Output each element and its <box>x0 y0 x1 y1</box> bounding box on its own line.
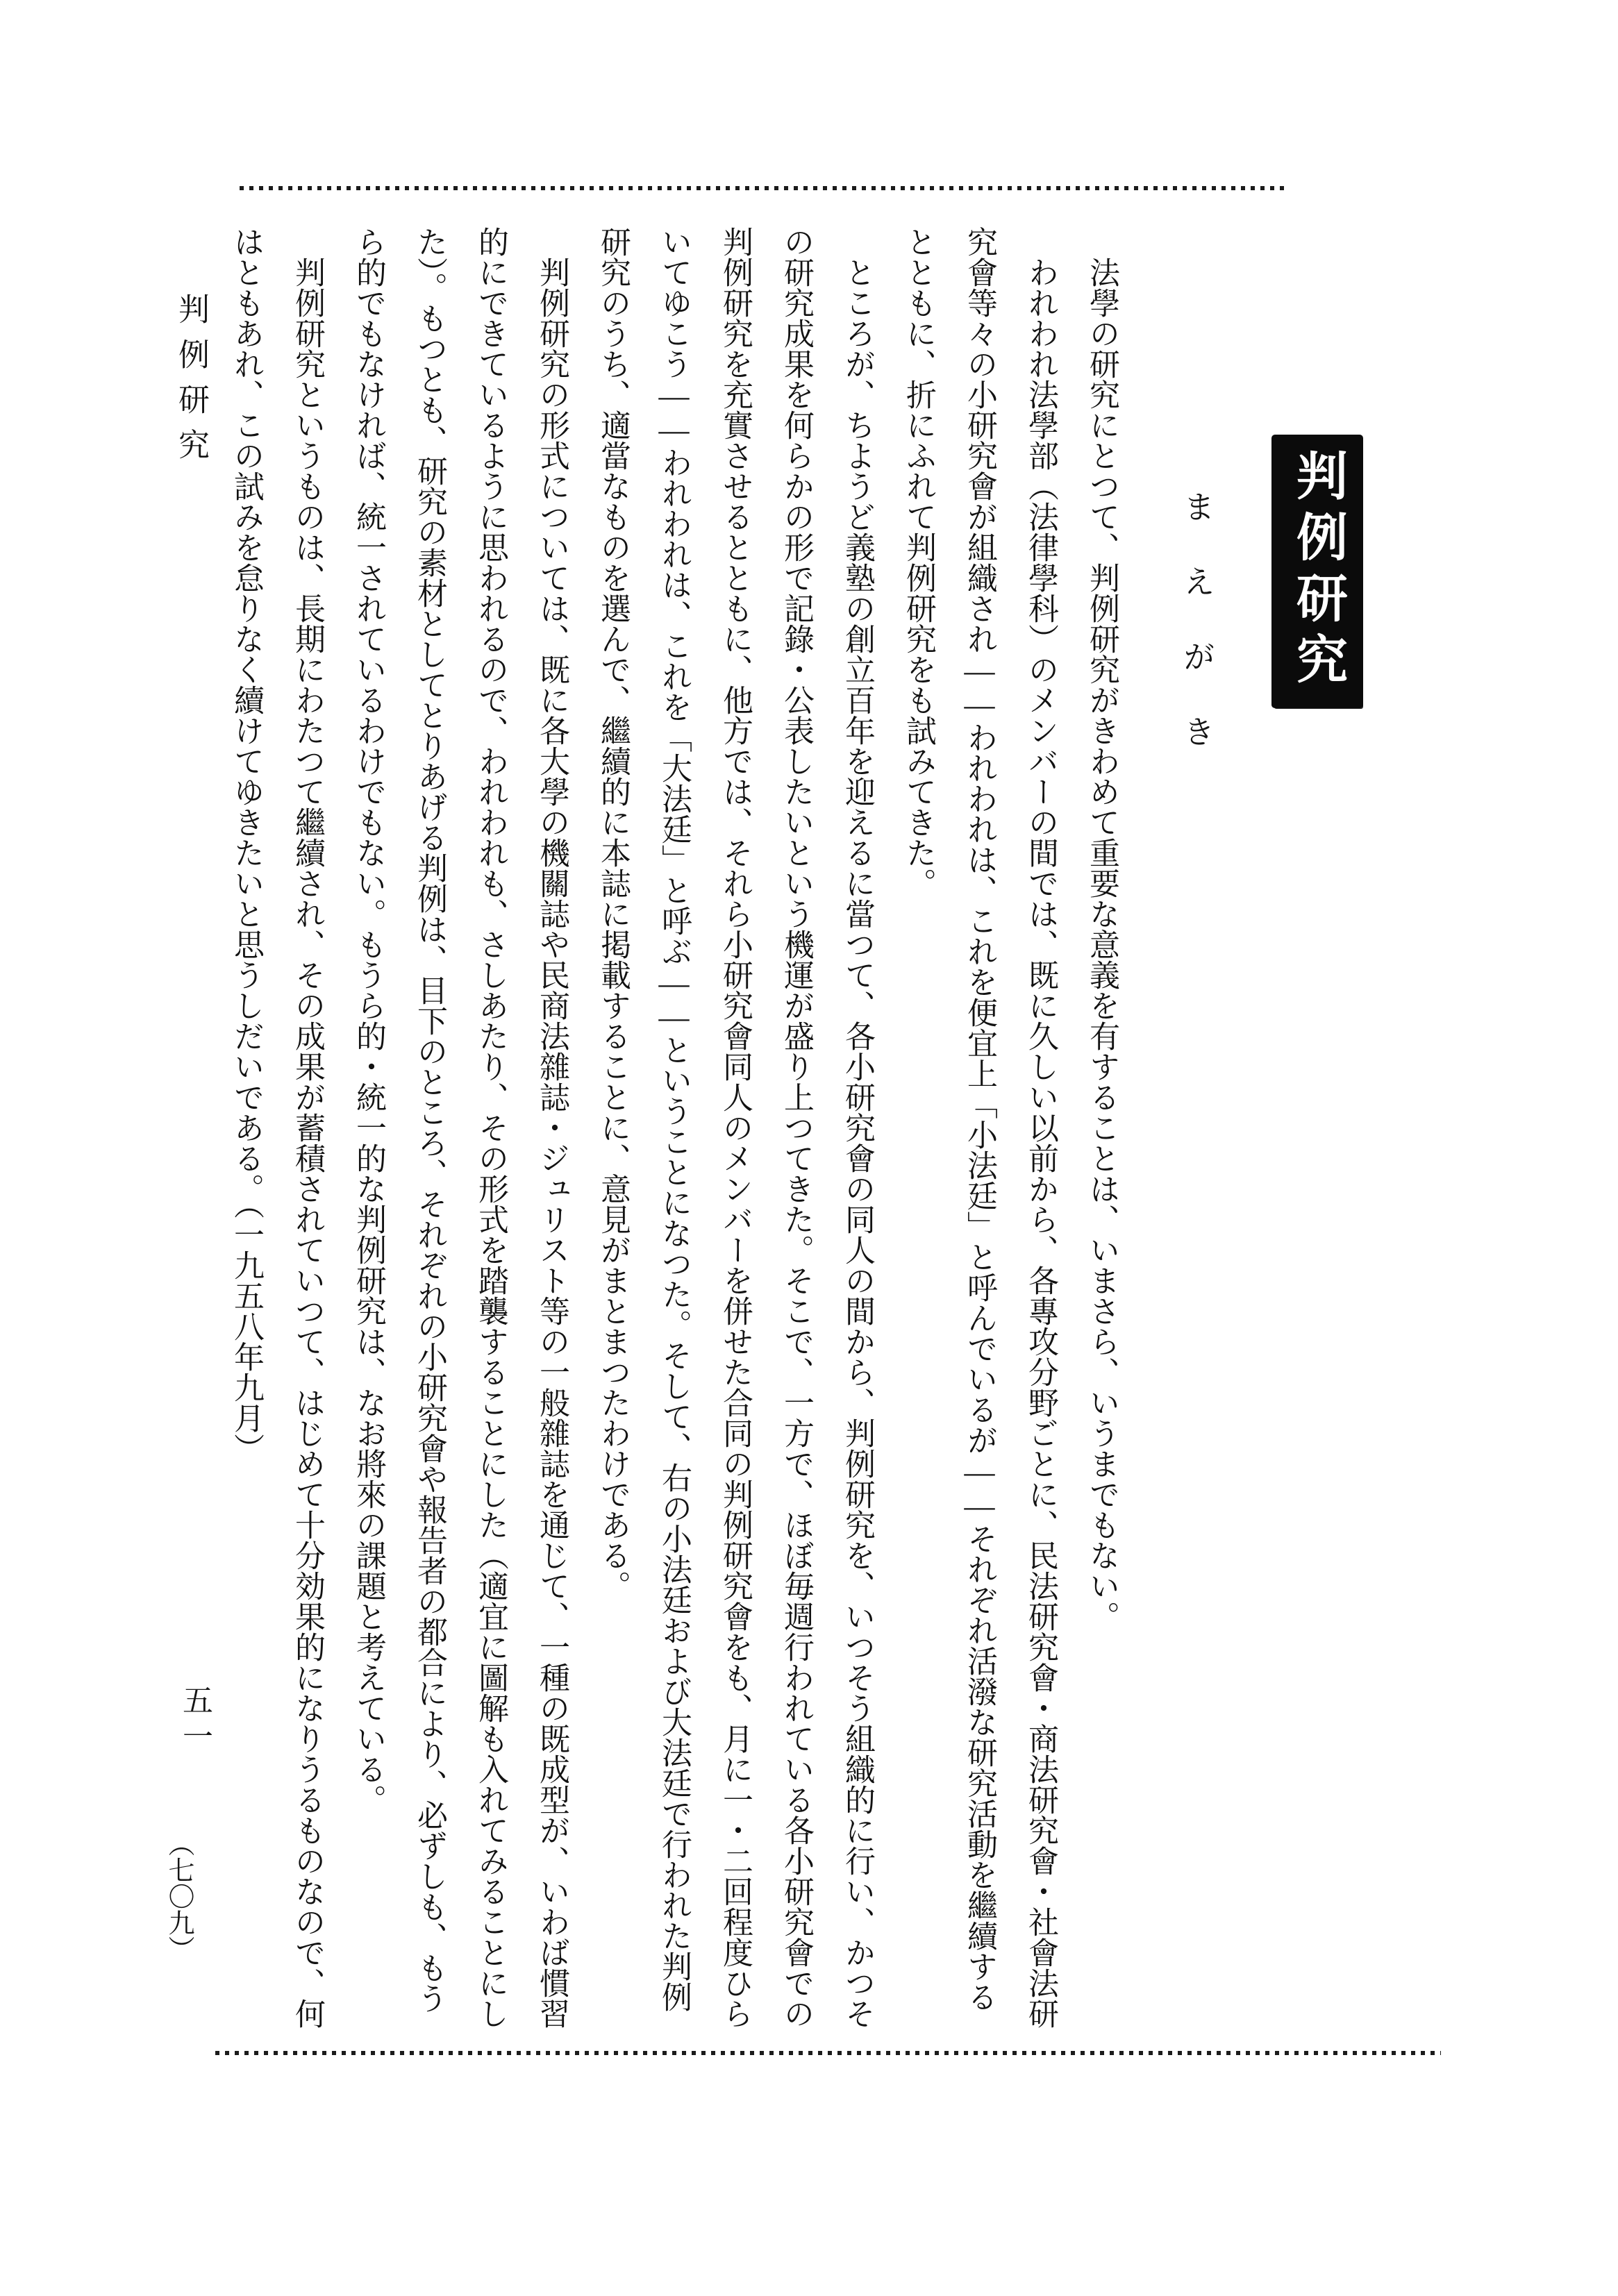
page-number: 五一 <box>178 1684 212 1757</box>
paragraph-5: 判例研究というものは、長期にわたつて繼續され、その成果が蓄積されていつて、はじめて十分効果的になりうるものなので、何はともあれ、この試みを怠りなく續けてゆきたいと思うしだいである。（一九五八年九月） <box>229 226 324 2029</box>
running-title: 判例研究 <box>174 293 208 474</box>
dotted-rule-bottom <box>215 2051 1441 2055</box>
paragraph-3: ところが、ちようど義塾の創立百年を迎えるに當つて、各小研究會の同人の間から、判例研究を、いつそう組織的に行い、かつその研究成果を何らかの形で記錄・公表したいという機運が盛り上つてきた。そこで、一方で、ほぼ毎週行われている各小研究會での判例研究を充實させるとともに、他方では、それら小研究會同人のメンバーを併せた合同の判例研究會をも、月に一・二回程度ひらいてゆこう——われわれは、これを「大法廷」と呼ぶ——ということになつた。そして、右の小法廷および大法廷で行われた判例研究のうち、適當なものを選んで、繼續的に本誌に掲載することに、意見がまとまつたわけである。 <box>596 226 874 2029</box>
paragraph-4: 判例研究の形式については、既に各大學の機關誌や民商法雜誌・ジュリスト等の一般雜誌を通じて、一種の既成型が、いわば慣習的にできているように思われるので、われわれも、さしあたり、その形式を踏襲することにした（適宜に圖解も入れてみることにした）。もつとも、研究の素材としてとりあげる判例は、目下のところ、それぞれの小研究會や報告者の都合により、必ずしも、もうら的でもなければ、統一されているわけでもない。もうら的・統一的な判例研究は、なお將來の課題と考えている。 <box>351 226 569 2029</box>
paragraph-2: われわれ法學部（法律學科）のメンバーの間では、既に久しい以前から、各專攻分野ごとに、民法研究會・商法研究會・社會法研究會等々の小研究會が組織され——われわれは、これを便宜上「小法廷」と呼んでいるが——それぞれ活潑な研究活動を繼續するとともに、折にふれて判例研究をも試みてきた。 <box>901 226 1058 2029</box>
title-seal-text: 判例研究 <box>1289 449 1346 694</box>
title-seal <box>1273 436 1362 707</box>
section-heading: まえがき <box>1179 490 1215 790</box>
body-text <box>215 226 1132 2030</box>
dotted-rule-top <box>240 186 1285 190</box>
volume-page-number: （七〇九） <box>164 1830 193 1962</box>
paragraph-1: 法學の研究にとつて、判例研究がきわめて重要な意義を有することは、いまさら、いうまでもない。 <box>1085 257 1119 1632</box>
